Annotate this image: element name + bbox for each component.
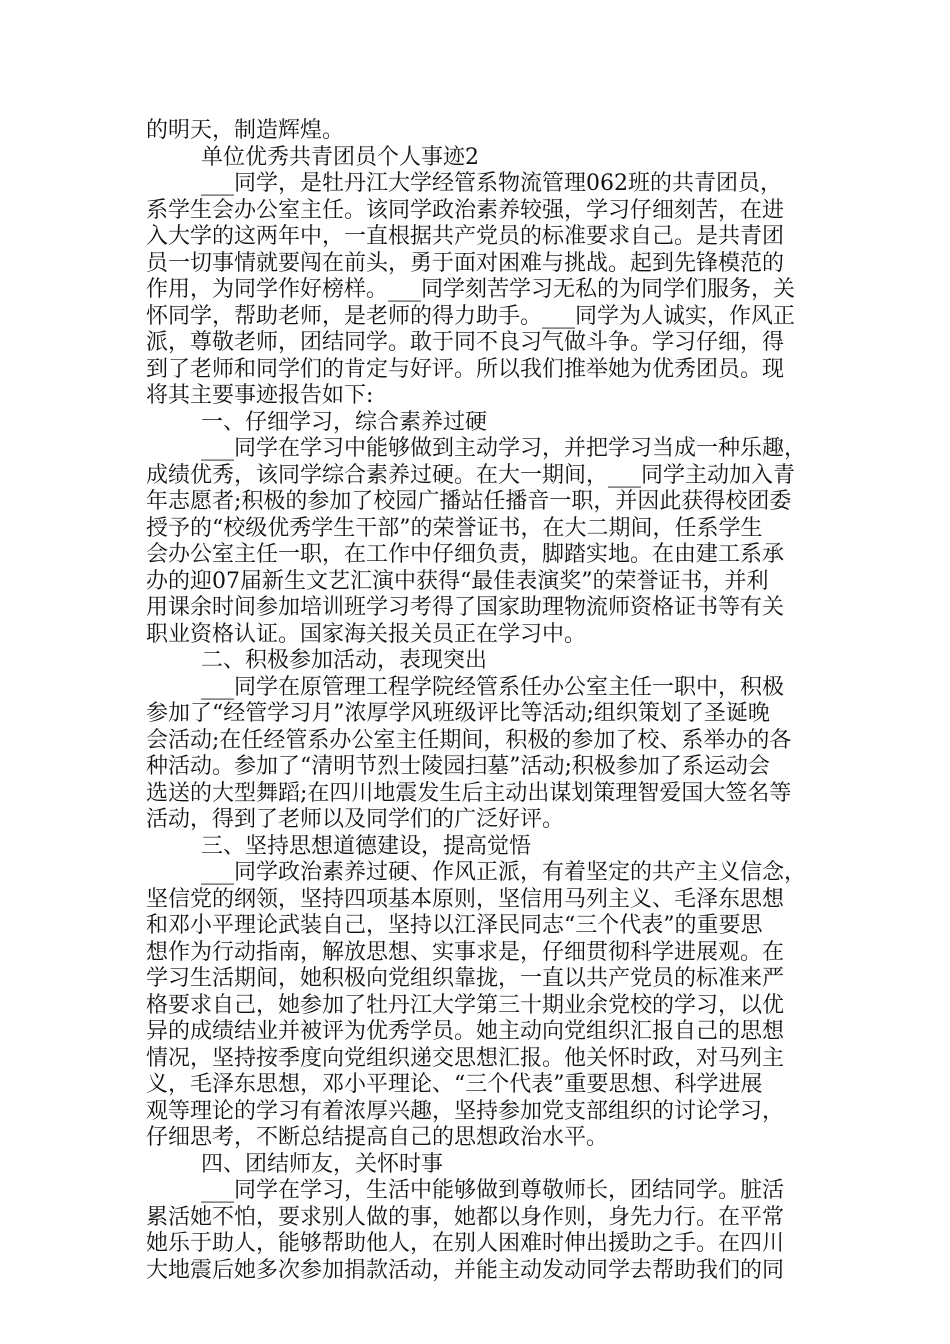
text-line: 用课余时间参加培训班学习考得了国家助理物流师资格证书等有关 — [146, 595, 785, 620]
text-line: 累活她不怕，要求别人做的事，她都以身作则，身先力行。在平常 — [146, 1204, 785, 1230]
text-line: 大地震后她多次参加捐款活动，并能主动发动同学去帮助我们的同 — [146, 1257, 785, 1283]
text-line: 到了老师和同学们的肯定与好评。所以我们推举她为优秀团员。现 — [146, 356, 785, 382]
text-line: 情况，坚持按季度向党组织递交思想汇报。他关怀时政，对马列主 — [146, 1045, 785, 1071]
text-line: 二、积极参加活动，表现突出 — [201, 648, 488, 673]
text-line: 坚信党的纲领，坚持四项基本原则，坚信用马列主义、毛泽东思想 — [146, 886, 785, 912]
text-line: 入大学的这两年中，一直根据共产党员的标准要求自己。是共青团 — [146, 224, 785, 249]
text-line: 会办公室主任一职，在工作中仔细负责，脚踏实地。在由建工系承 — [146, 542, 785, 567]
text-line: ___同学在原管理工程学院经管系任办公室主任一职中，积极 — [201, 674, 785, 700]
text-line: 观等理论的学习有着浓厚兴趣，坚持参加党支部组织的讨论学习， — [146, 1098, 785, 1124]
text-line: 会活动;在任经管系办公室主任期间，积极的参加了校、系举办的各 — [146, 727, 792, 753]
text-line: 一、仔细学习，综合素养过硬 — [201, 409, 488, 435]
text-line: 系学生会办公室主任。该同学政治素养较强，学习仔细刻苦，在进 — [146, 197, 785, 223]
text-line: 种活动。参加了“清明节烈士陵园扫墓”活动;积极参加了系运动会 — [146, 754, 770, 779]
text-line: 将其主要事迹报告如下: — [146, 383, 374, 408]
text-line: 作用，为同学作好榜样。___同学刻苦学习无私的为同学们服务，关 — [146, 277, 796, 302]
text-line: 的明天，制造辉煌。 — [146, 118, 345, 143]
text-line: 成绩优秀，该同学综合素养过硬。在大一期间，___同学主动加入青 — [146, 462, 796, 488]
text-line: 格要求自己，她参加了牡丹江大学第三十期业余党校的学习，以优 — [146, 992, 785, 1018]
text-line: 活动，得到了老师以及同学们的广泛好评。 — [146, 807, 565, 832]
text-line: 想作为行动指南，解放思想、实事求是，仔细贯彻科学进展观。在 — [146, 939, 785, 965]
text-line: 义，毛泽东思想，邓小平理论、“三个代表”重要思想、科学进展 — [146, 1072, 763, 1097]
text-line: 职业资格认证。国家海关报关员正在学习中。 — [146, 621, 587, 647]
text-line: 办的迎07届新生文艺汇演中获得“最佳表演奖”的荣誉证书，并利 — [146, 568, 769, 594]
document-body — [146, 118, 808, 1284]
text-line: 员一切事情就要闯在前头，勇于面对困难与挑战。起到先锋模范的 — [146, 250, 785, 276]
text-line: 四、团结师友，关怀时事 — [201, 1151, 444, 1177]
text-line: 参加了“经管学习月”浓厚学风班级评比等活动;组织策划了圣诞晚 — [146, 701, 770, 726]
text-line: 授予的“校级优秀学生干部”的荣誉证书，在大二期间，任系学生 — [146, 515, 763, 541]
text-line: ___同学政治素养过硬、作风正派，有着坚定的共产主义信念， — [201, 860, 807, 885]
text-line: 怀同学，帮助老师，是老师的得力助手。___同学为人诚实，作风正 — [146, 303, 796, 329]
text-line: 异的成绩结业并被评为优秀学员。她主动向党组织汇报自己的思想 — [146, 1019, 785, 1044]
text-line: 三、坚持思想道德建设，提高觉悟 — [201, 833, 532, 859]
text-line: 仔细思考，不断总结提高自己的思想政治水平。 — [146, 1125, 609, 1150]
text-line: ___同学在学习，生活中能够做到尊敬师长，团结同学。脏活 — [201, 1178, 785, 1203]
text-line: 派，尊敬老师，团结同学。敢于同不良习气做斗争。学习仔细，得 — [146, 330, 785, 355]
text-line: ___同学，是牡丹江大学经管系物流管理062班的共青团员， — [201, 171, 782, 196]
text-line: 她乐于助人，能够帮助他人，在别人困难时伸出援助之手。在四川 — [146, 1231, 785, 1256]
text-line: 和邓小平理论武装自己，坚持以江泽民同志“三个代表”的重要思 — [146, 913, 763, 938]
text-line: 选送的大型舞蹈;在四川地震发生后主动出谋划策理智爱国大签名等 — [146, 780, 792, 806]
text-line: 年志愿者;积极的参加了校园广播站任播音一职，并因此获得校团委 — [146, 489, 792, 514]
text-line: ___同学在学习中能够做到主动学习，并把学习当成一种乐趣， — [201, 436, 807, 461]
text-line: 学习生活期间，她积极向党组织靠拢，一直以共产党员的标准来严 — [146, 966, 785, 991]
text-line: 单位优秀共青团员个人事迹2 — [201, 144, 479, 170]
